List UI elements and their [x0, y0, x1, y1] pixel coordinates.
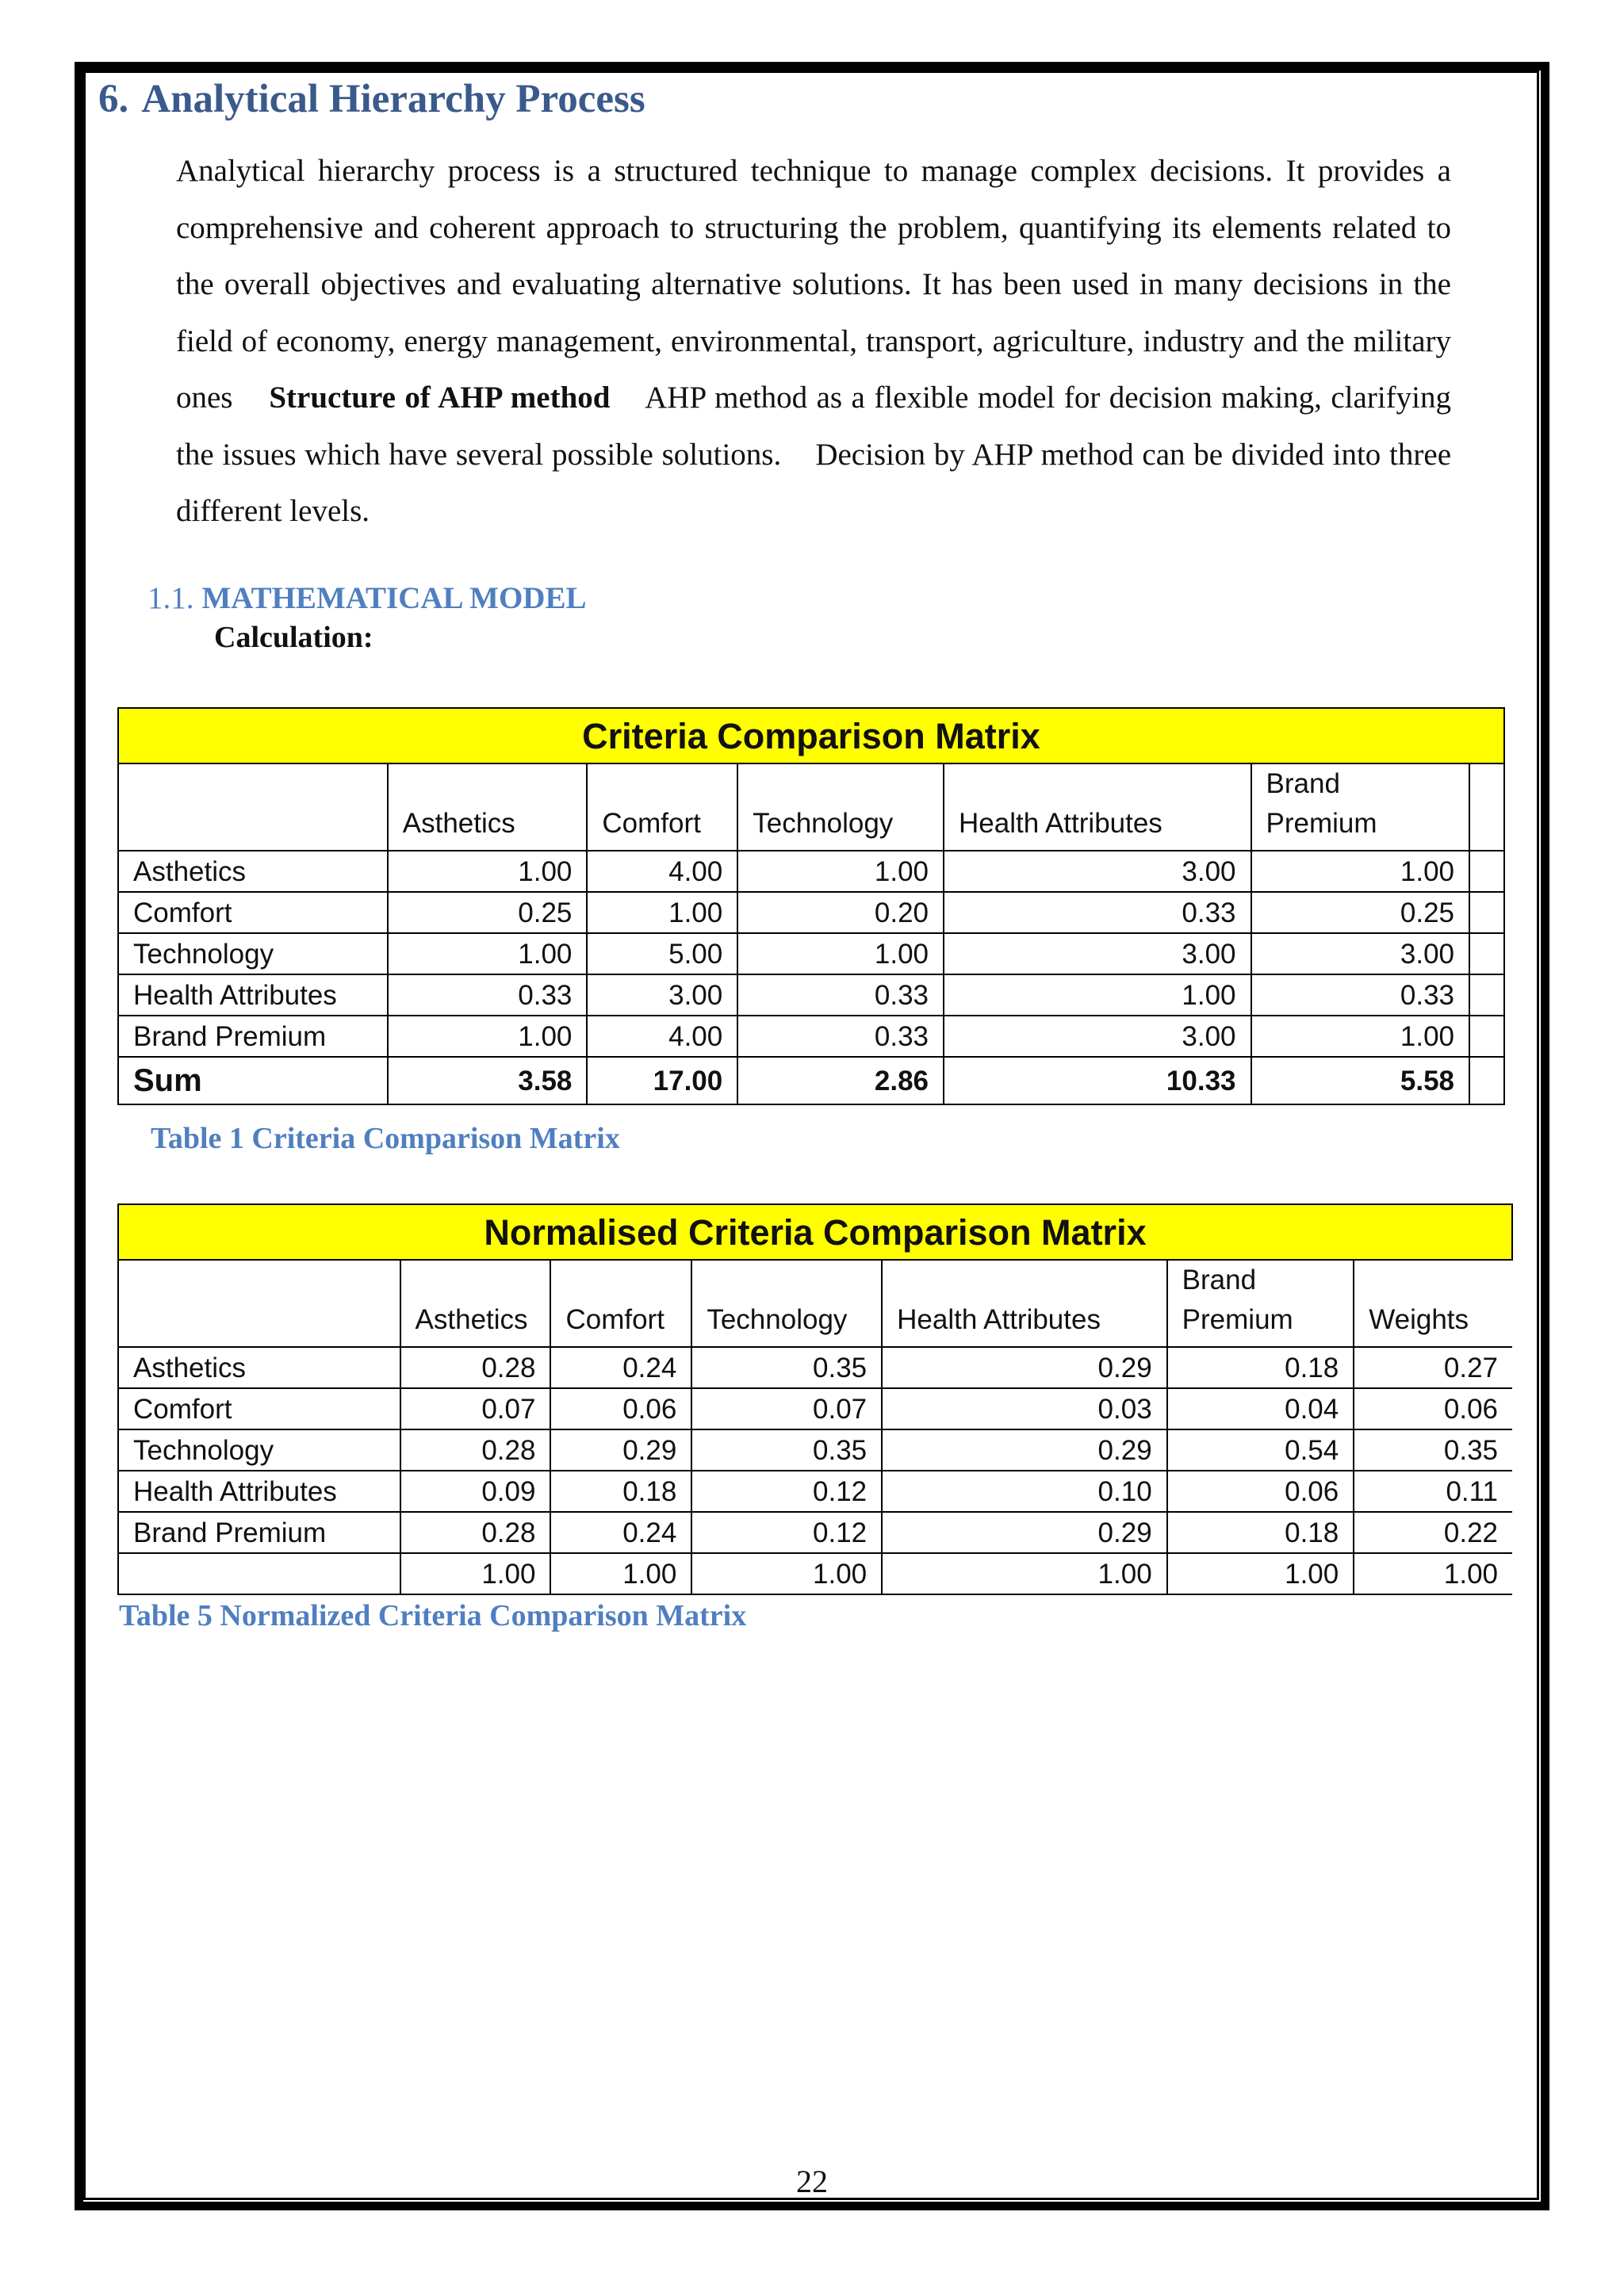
- table2-column-header: Health Attributes: [882, 1260, 1167, 1347]
- table1-title-text: Criteria Comparison Matrix: [118, 708, 1504, 763]
- row-label: Brand Premium: [118, 1512, 400, 1553]
- table-cell: 3.00: [944, 851, 1251, 892]
- table1-column-header: Technology: [737, 763, 944, 851]
- row-label: Technology: [118, 1429, 400, 1471]
- table-cell: 4.00: [587, 851, 737, 892]
- table1-column-header: Brand Premium: [1251, 763, 1469, 851]
- table-cell: 1.00: [691, 1553, 882, 1594]
- table-cell: 1.00: [388, 851, 588, 892]
- sum-cell: 5.58: [1251, 1057, 1469, 1104]
- table-cell: 0.07: [691, 1388, 882, 1429]
- paragraph-bold-phrase: Structure of AHP method: [269, 381, 611, 415]
- table-cell: 0.28: [400, 1347, 551, 1388]
- table-cell: 3.00: [1251, 933, 1469, 974]
- row-label: Comfort: [118, 1388, 400, 1429]
- table-cell: 1.00: [1251, 1016, 1469, 1057]
- table2-header-row: [118, 1260, 1512, 1347]
- section-number: 6.: [98, 77, 129, 121]
- table1-spacer-cell: [1469, 763, 1504, 851]
- table-cell: 0.03: [882, 1388, 1167, 1429]
- table2-column-header: Comfort: [550, 1260, 691, 1347]
- table-cell: 0.12: [691, 1512, 882, 1553]
- table-cell: 0.29: [882, 1512, 1167, 1553]
- page-number: 22: [796, 2164, 828, 2199]
- table-cell: 0.29: [550, 1429, 691, 1471]
- table-cell: 1.00: [1354, 1553, 1512, 1594]
- table-cell: 3.00: [944, 1016, 1251, 1057]
- table-cell: 0.33: [944, 892, 1251, 933]
- table-row: [118, 1347, 1512, 1388]
- table-cell: 0.35: [1354, 1429, 1512, 1471]
- table1-column-header: Comfort: [587, 763, 737, 851]
- table-cell: 0.28: [400, 1429, 551, 1471]
- row-label: Health Attributes: [118, 1471, 400, 1512]
- table-cell: 0.33: [737, 974, 944, 1016]
- table-row: [118, 1388, 1512, 1429]
- row-label: Brand Premium: [118, 1016, 388, 1057]
- table1-header-row: [118, 763, 1504, 851]
- row-label: Technology: [118, 933, 388, 974]
- table-cell: 0.22: [1354, 1512, 1512, 1553]
- table-cell: 0.06: [1167, 1471, 1354, 1512]
- table1-spacer-cell: [1469, 892, 1504, 933]
- table-cell: 0.54: [1167, 1429, 1354, 1471]
- table-cell: 0.27: [1354, 1347, 1512, 1388]
- row-label: Asthetics: [118, 851, 388, 892]
- table-cell: 0.06: [550, 1388, 691, 1429]
- subsection-number: 1.1.: [147, 581, 194, 615]
- table1-spacer-cell: [1469, 974, 1504, 1016]
- table-cell: 1.00: [882, 1553, 1167, 1594]
- table2-column-header: Weights: [1354, 1260, 1512, 1347]
- table-cell: 1.00: [1251, 851, 1469, 892]
- table2-column-header: Asthetics: [400, 1260, 551, 1347]
- table1-title: [118, 708, 1504, 763]
- table-cell: 0.35: [691, 1347, 882, 1388]
- table-row: [118, 933, 1504, 974]
- table-cell: 0.25: [388, 892, 588, 933]
- table-cell: 5.00: [587, 933, 737, 974]
- criteria-comparison-table: [117, 707, 1505, 1105]
- row-label: Asthetics: [118, 1347, 400, 1388]
- table-cell: 1.00: [587, 892, 737, 933]
- sum-cell: 2.86: [737, 1057, 944, 1104]
- table-cell: 4.00: [587, 1016, 737, 1057]
- table2-title-text: Normalised Criteria Comparison Matrix: [118, 1204, 1512, 1260]
- table-cell: 1.00: [737, 851, 944, 892]
- table-cell: 0.10: [882, 1471, 1167, 1512]
- table-cell: 0.11: [1354, 1471, 1512, 1512]
- table-row: [118, 1471, 1512, 1512]
- subsection-heading: [147, 580, 587, 616]
- table-row: [118, 1553, 1512, 1594]
- table-row: [118, 1016, 1504, 1057]
- table1-spacer-cell: [1469, 933, 1504, 974]
- row-label: [118, 1553, 400, 1594]
- table-row: [118, 851, 1504, 892]
- table1-column-header: Health Attributes: [944, 763, 1251, 851]
- table-cell: 0.33: [388, 974, 588, 1016]
- table2-column-header: [118, 1260, 400, 1347]
- table-cell: 0.35: [691, 1429, 882, 1471]
- table1-sum-row: [118, 1057, 1504, 1104]
- subsection-title: MATHEMATICAL MODEL: [201, 581, 587, 615]
- table1-column-header: Asthetics: [388, 763, 588, 851]
- table-cell: 0.29: [882, 1429, 1167, 1471]
- table-cell: 0.20: [737, 892, 944, 933]
- table-cell: 0.25: [1251, 892, 1469, 933]
- sum-label: Sum: [118, 1057, 388, 1104]
- table1-column-header: [118, 763, 388, 851]
- table-cell: 0.24: [550, 1512, 691, 1553]
- table2-column-header: Technology: [691, 1260, 882, 1347]
- table-cell: 0.06: [1354, 1388, 1512, 1429]
- table1-spacer-cell: [1469, 1057, 1504, 1104]
- section-title: Analytical Hierarchy Process: [141, 77, 645, 121]
- table2-caption: Table 5 Normalized Criteria Comparison Matrix: [119, 1599, 747, 1632]
- table-cell: 0.04: [1167, 1388, 1354, 1429]
- section-heading: [98, 76, 645, 122]
- sum-cell: 17.00: [587, 1057, 737, 1104]
- table2-title: [118, 1204, 1512, 1260]
- table1-caption: Table 1 Criteria Comparison Matrix: [151, 1122, 620, 1155]
- sum-cell: 3.58: [388, 1057, 588, 1104]
- table-cell: 1.00: [388, 1016, 588, 1057]
- table-cell: 0.07: [400, 1388, 551, 1429]
- table-cell: 0.09: [400, 1471, 551, 1512]
- row-label: Comfort: [118, 892, 388, 933]
- sum-cell: 10.33: [944, 1057, 1251, 1104]
- table-cell: 0.33: [1251, 974, 1469, 1016]
- table-cell: 1.00: [400, 1553, 551, 1594]
- table-cell: 0.24: [550, 1347, 691, 1388]
- row-label: Health Attributes: [118, 974, 388, 1016]
- table-cell: 1.00: [737, 933, 944, 974]
- table-cell: 3.00: [587, 974, 737, 1016]
- table1-spacer-cell: [1469, 851, 1504, 892]
- table-cell: 0.29: [882, 1347, 1167, 1388]
- table-cell: 1.00: [944, 974, 1251, 1016]
- table-cell: 0.18: [1167, 1347, 1354, 1388]
- table-cell: 0.33: [737, 1016, 944, 1057]
- table-row: [118, 892, 1504, 933]
- table-cell: 0.18: [1167, 1512, 1354, 1553]
- table-row: [118, 1512, 1512, 1553]
- table-cell: 0.18: [550, 1471, 691, 1512]
- table-cell: 3.00: [944, 933, 1251, 974]
- table-row: [118, 974, 1504, 1016]
- normalised-criteria-table: [117, 1203, 1513, 1595]
- intro-paragraph: [176, 143, 1451, 540]
- paragraph-text-1: Analytical hierarchy process is a structured technique to manage complex decisions. It provides a comprehensive and coherent approach to structuring the problem, quantifying its elements related to the overall objectives and evaluating alternative solutions. It has been used in many decisions in the field of economy, energy management, environmental, transport, agriculture, industry and the military ones: [176, 154, 1451, 415]
- table-cell: 1.00: [550, 1553, 691, 1594]
- table-cell: 0.12: [691, 1471, 882, 1512]
- paragraph-text-3: Decision by AHP method can be divided into three different levels.: [176, 437, 1452, 528]
- calculation-label: Calculation:: [214, 621, 373, 654]
- table-row: [118, 1429, 1512, 1471]
- table-cell: 1.00: [388, 933, 588, 974]
- paragraph-text-2: AHP method as a flexible model for decision making, clarifying the issues which have several possible solutions.: [176, 381, 1451, 472]
- table-cell: 1.00: [1167, 1553, 1354, 1594]
- table-cell: 0.28: [400, 1512, 551, 1553]
- table1-spacer-cell: [1469, 1016, 1504, 1057]
- table2-column-header: Brand Premium: [1167, 1260, 1354, 1347]
